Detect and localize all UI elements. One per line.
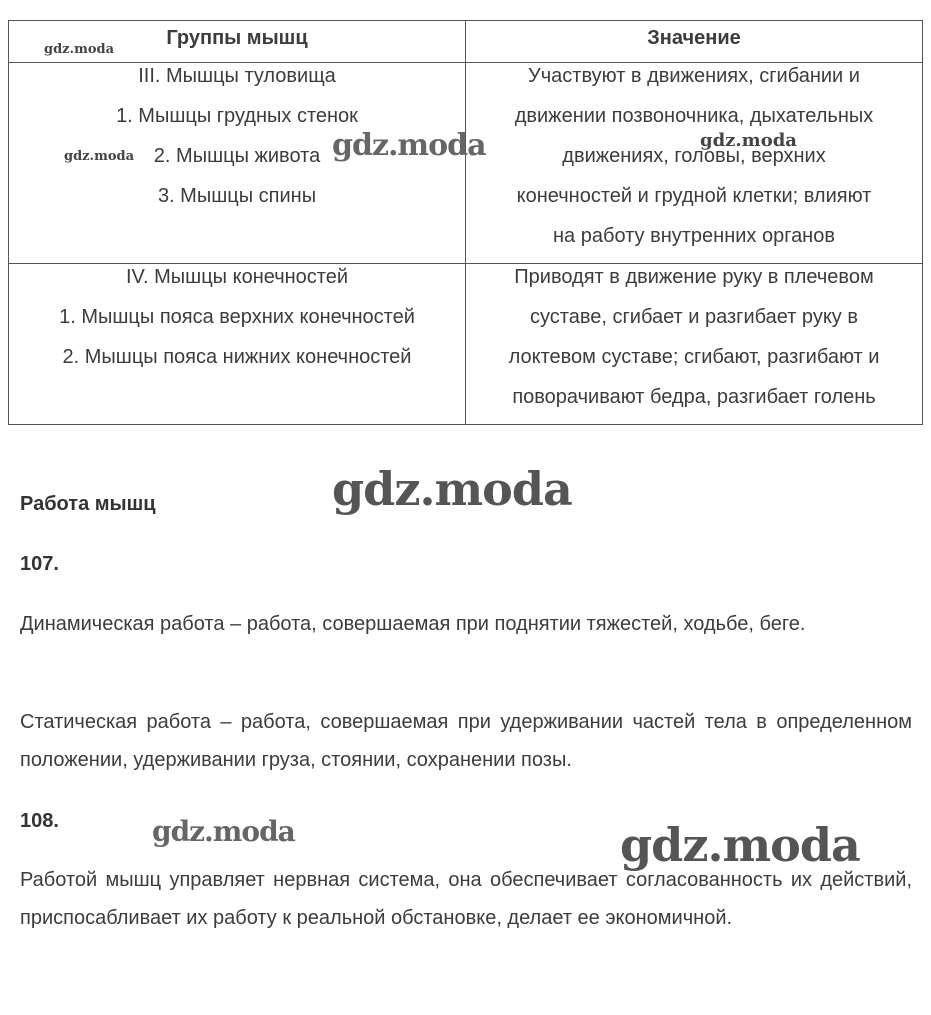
section-title: Работа мышц [20, 493, 156, 515]
meaning-line: локтевом суставе; сгибают, разгибают и [508, 346, 880, 368]
header-meaning: Значение [466, 21, 923, 63]
watermark: gdz.moda [332, 462, 572, 516]
meaning-line: Участвуют в движениях, сгибании и [528, 65, 860, 87]
answer-107-dynamic: Динамическая работа – работа, совершаемая при поднятии тяжестей, ходьбе, беге. [20, 613, 806, 635]
meaning-cell [466, 63, 923, 264]
meaning-line: Приводят в движение руку в плечевом [514, 266, 874, 288]
answer-108: Работой мышц управляет нервная система, она обеспечивает согласованность их действий, приспосабливает их работу к реальной обстановке, делает ее экономичной. [20, 869, 912, 929]
group-line: 2. Мышцы пояса нижних конечностей [62, 346, 412, 368]
group-line: 3. Мышцы спины [157, 185, 317, 207]
meaning-line: движении позвоночника, дыхательных [514, 105, 874, 127]
question-number-107: 107. [20, 553, 59, 575]
watermark: gdz.moda [44, 42, 115, 57]
watermark: gdz.moda [332, 128, 486, 163]
watermark: gdz.moda [152, 815, 295, 848]
header-groups: Группы мышц [9, 21, 466, 63]
meaning-line: суставе, сгибает и разгибает руку в [530, 306, 858, 328]
group-line: 1. Мышцы грудных стенок [116, 105, 358, 127]
table-row [9, 264, 923, 425]
table-row [9, 63, 923, 264]
muscle-groups-table [8, 20, 923, 425]
answer-107-static: Статическая работа – работа, совершаемая при удерживании частей тела в определенном положении, удерживании груза, стоянии, сохранении позы. [20, 711, 912, 771]
meaning-cell [466, 264, 923, 425]
meaning-line: конечностей и грудной клетки; влияют [516, 185, 872, 207]
groups-cell [9, 63, 466, 264]
group-line: 1. Мышцы пояса верхних конечностей [59, 306, 415, 328]
question-number-108: 108. [20, 810, 59, 832]
watermark: gdz.moda [700, 130, 797, 151]
watermark: gdz.moda [620, 818, 860, 872]
watermark: gdz.moda [64, 149, 135, 164]
meaning-line: на работу внутренних органов [553, 225, 835, 247]
group-line: IV. Мышцы конечностей [125, 266, 349, 288]
groups-cell [9, 264, 466, 425]
group-line: III. Мышцы туловища [138, 65, 336, 87]
meaning-line: поворачивают бедра, разгибает голень [512, 386, 876, 408]
group-line: 2. Мышцы живота [153, 145, 321, 167]
table-header-row [9, 21, 923, 63]
meaning-line: движениях, головы, верхних [562, 145, 826, 167]
